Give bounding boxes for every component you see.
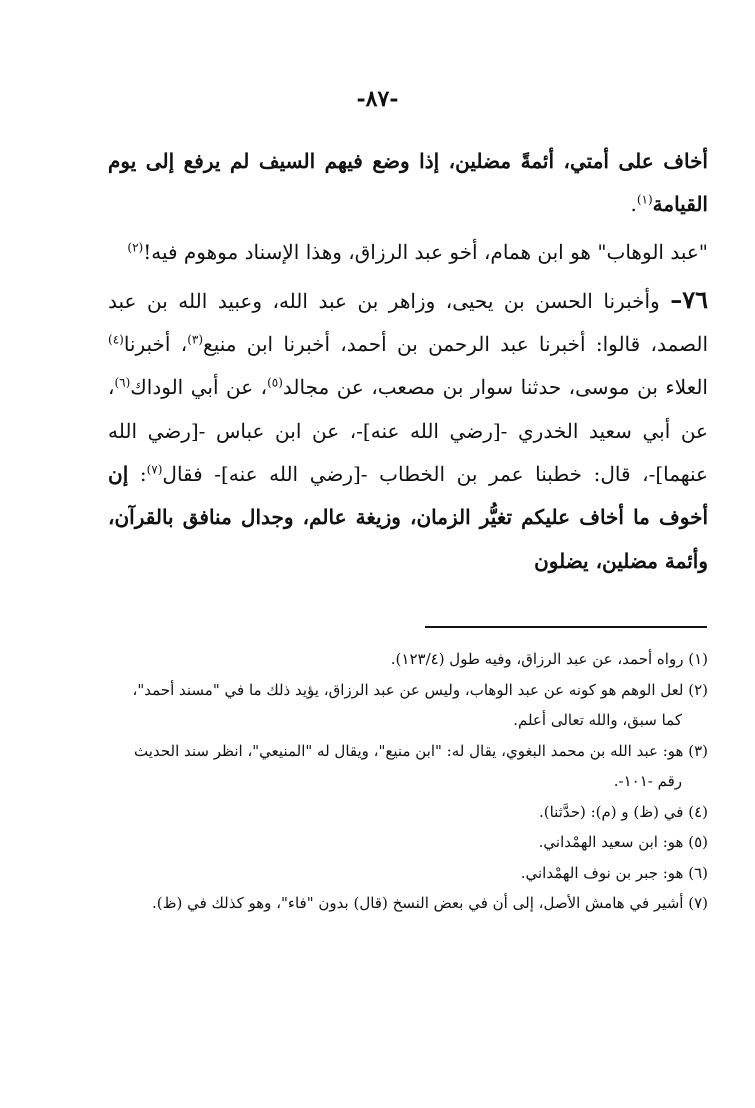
hadith-text-end: أخاف على أمتي، أئمةً مضلين، إذا وضع فيهم السيف لم يرفع إلى يوم القيامة: [108, 149, 708, 217]
hadith-number: ٧٦–: [670, 284, 708, 314]
footnote-ref-1[interactable]: (١): [636, 192, 653, 207]
paragraph-3: [108, 278, 708, 583]
footnote-5: (٥) هو: ابن سعيد الهمْداني.: [538, 833, 708, 851]
footnote-7: (٧) أشير في هامش الأصل، إلى أن في بعض النسخ (قال) بدون "فاء"، وهو كذلك في (ظ).: [151, 894, 708, 912]
footnote-6: (٦) هو: جبر بن نوف الهمْداني.: [520, 863, 708, 882]
footnote-ref-7[interactable]: (٧): [146, 462, 163, 477]
footnote-ref-4[interactable]: (٤): [108, 332, 124, 347]
isnad-part-b: ، أخبرنا: [123, 332, 188, 357]
commentary-text: "عبد الوهاب" هو ابن همام، أخو عبد الرزاق، وهذا الإسناد موهوم فيه!: [143, 239, 708, 264]
footnote-2: (٢) لعل الوهم هو كونه عن عبد الوهاب، وليس عن عبد الرزاق، يؤيد ذلك ما في "مسند أحمد"،: [132, 680, 708, 699]
footnote-ref-6[interactable]: (٦): [114, 375, 131, 390]
footnote-ref-2[interactable]: (٢): [127, 239, 144, 254]
footnote-ref-3[interactable]: (٣): [187, 332, 204, 347]
footnote-3: (٣) هو: عبد الله بن محمد البغوي، يقال له: "ابن منيع"، ويقال له "المنيعي"، انظر سند الحديث: [134, 741, 708, 760]
footnotes: [108, 644, 708, 919]
isnad-part-e: ، عن أبي سعيد الخدري -[رضي الله عنه]-، عن ابن عباس -[رضي الله عنهما]-، قال: خطبنا عمر بن الخطاب -[رضي الله عنه]- فقال: [108, 375, 708, 487]
footnote-ref-5[interactable]: (٥): [267, 375, 283, 390]
footnote-1: (١) رواه أحمد، عن عبد الرزاق، وفيه طول (١٢٣/٤).: [390, 650, 708, 668]
isnad-part-a: وأخبرنا الحسن بن يحيى، وزاهر بن عبد الله، وعبيد الله بن عبد الصمد، قالوا: أخبرنا عبد الرحمن بن أحمد، أخبرنا ابن منيع: [108, 288, 708, 357]
main-text: [108, 140, 708, 583]
footnote-4: (٤) في (ظ) و (م): (حدَّثنا).: [538, 802, 708, 821]
paragraph-1: [108, 140, 708, 227]
paragraph-1-end: .: [630, 192, 637, 217]
isnad-part-f: :: [128, 462, 147, 487]
footnote-3-continued: رقم -١٠١-.: [613, 772, 682, 790]
footnote-2-continued: كما سبق، والله تعالى أعلم.: [513, 711, 682, 729]
hadith-matn: إن أخوف ما أخاف عليكم تغيُّر الزمان، وزيغة عالم، وجدال منافق بالقرآن، وأئمة مضلين، يضلون: [108, 462, 708, 573]
isnad-part-c: العلاء بن موسى، حدثنا سوار بن مصعب، عن مجالد: [282, 375, 708, 400]
isnad-part-d: ، عن أبي الوداك: [130, 375, 268, 400]
paragraph-2: [108, 231, 708, 274]
page-number: -٨٧-: [356, 86, 399, 112]
footnote-divider: [425, 626, 707, 628]
